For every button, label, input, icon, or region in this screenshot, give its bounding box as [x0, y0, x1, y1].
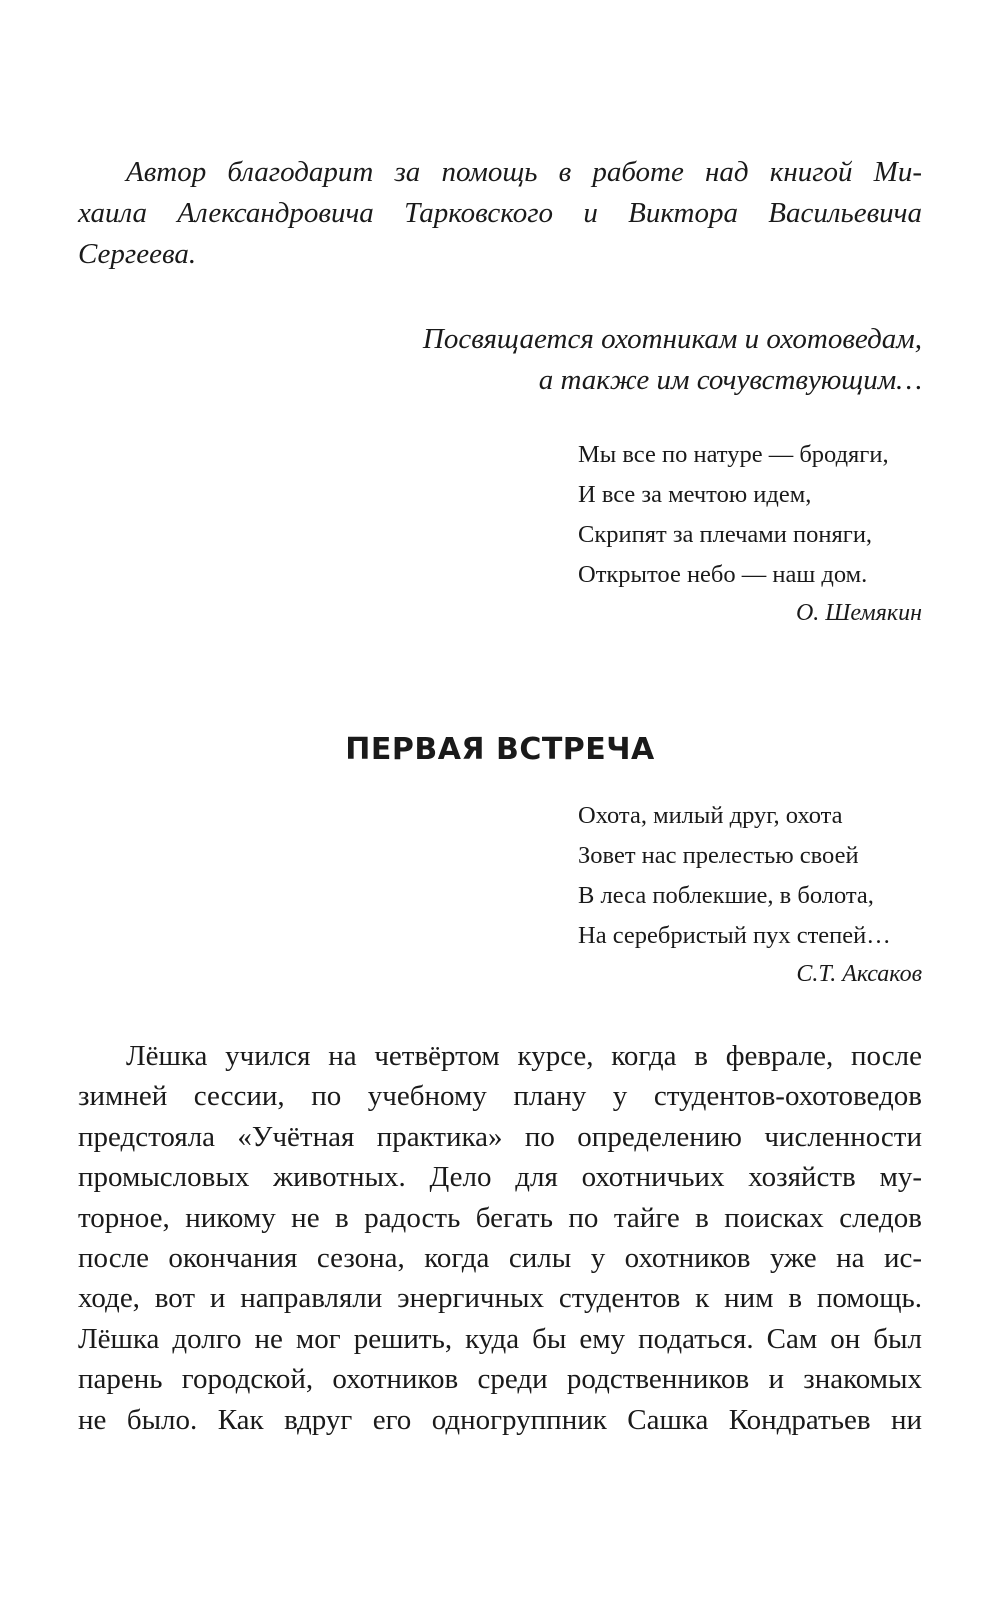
epigraph-line: Открытое небо — наш дом.	[578, 561, 868, 588]
body-line: не было. Как вдруг его одногруппник Сашка Кондратьев ни	[78, 1403, 922, 1436]
epigraph-line: На серебристый пух степей…	[578, 922, 891, 949]
body-line: промысловых животных. Дело для охотничьих хозяйств му-	[78, 1161, 922, 1194]
acknowledgement-line: Автор благодарит за помощь в работе над книгой Ми-	[126, 156, 922, 188]
body-line: предстояла «Учётная практика» по определению численности	[78, 1120, 922, 1153]
epigraph-line: Мы все по натуре — бродяги,	[578, 441, 889, 468]
dedication-line: а также им сочувствующим…	[538, 364, 922, 396]
epigraph-line: Зовет нас прелестью своей	[578, 842, 859, 869]
body-line: после окончания сезона, когда силы у охотников уже на ис-	[78, 1242, 922, 1275]
body-line: Лёшка долго не мог решить, куда бы ему податься. Сам он был	[78, 1322, 922, 1355]
epigraph-author: О. Шемякин	[795, 600, 922, 626]
epigraph-line: И все за мечтою идем,	[578, 481, 812, 508]
dedication-line: Посвящается охотникам и охотоведам,	[422, 323, 922, 355]
body-line: парень городской, охотников среди родственников и знакомых	[78, 1363, 922, 1396]
epigraph-line: В леса поблекшие, в болота,	[578, 882, 874, 909]
acknowledgement-line: Сергеева.	[78, 238, 197, 270]
epigraph-shemyakin	[578, 435, 922, 631]
chapter-title: ПЕРВАЯ ВСТРЕЧА	[345, 732, 655, 767]
body-paragraph	[78, 1036, 922, 1440]
body-line: зимней сессии, по учебному плану у студентов-охотоведов	[78, 1080, 922, 1113]
epigraph-line: Охота, милый друг, охота	[578, 802, 843, 829]
epigraph-aksakov	[578, 796, 922, 992]
epigraph-author: С.Т. Аксаков	[796, 961, 922, 987]
acknowledgement-paragraph	[78, 152, 922, 275]
body-line: торное, никому не в радость бегать по тайге в поисках следов	[78, 1201, 922, 1234]
dedication	[423, 319, 922, 401]
acknowledgement-line: хаила Александровича Тарковского и Виктора Васильевича	[78, 197, 922, 229]
body-line: Лёшка учился на четвёртом курсе, когда в феврале, после	[126, 1040, 922, 1072]
body-line: ходе, вот и направляли энергичных студентов к ним в помощь.	[78, 1282, 922, 1315]
epigraph-line: Скрипят за плечами поняги,	[578, 521, 873, 548]
